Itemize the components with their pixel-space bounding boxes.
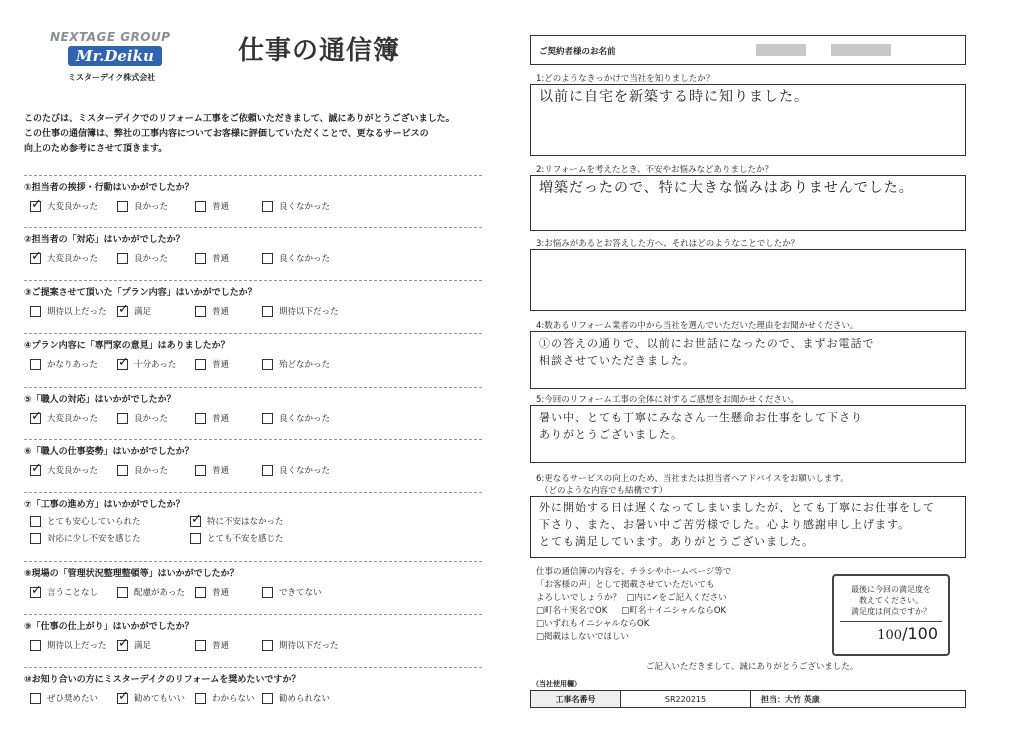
answer-option[interactable] xyxy=(262,305,339,317)
group-logo: NEXTAGE GROUP xyxy=(50,30,171,44)
question-title: ⑥「職人の仕事姿勢」はいかがでしたか？ xyxy=(24,447,194,457)
q6-answer: 下さり、また、お暑い中ご苦労様でした。心より感謝申し上げます。 xyxy=(539,518,911,531)
option-label: とても安心していられた xyxy=(47,517,141,527)
option-label: 配慮があった xyxy=(134,588,185,598)
redacted-name xyxy=(756,44,806,56)
checkbox-icon[interactable] xyxy=(262,693,273,704)
checkbox-icon[interactable] xyxy=(262,359,273,370)
answer-option[interactable] xyxy=(30,515,141,527)
checkbox-icon[interactable] xyxy=(190,533,201,544)
option-label: 満足 xyxy=(134,641,152,651)
q5-title: 5:今回のリフォーム工事の全体に対するご感想をお聞かせください。 xyxy=(536,395,799,405)
checkbox-icon[interactable] xyxy=(30,640,41,651)
checkbox-icon[interactable] xyxy=(117,201,128,212)
checkbox-icon[interactable] xyxy=(117,413,128,424)
q3-answer-box xyxy=(530,249,966,311)
option-label: 期待以下だった xyxy=(279,641,339,651)
answer-option[interactable] xyxy=(195,252,229,264)
option-label: わからない xyxy=(212,694,255,704)
q4-answer: ①の答えの通りで、以前にお世話になったので、まずお電話で xyxy=(539,337,875,350)
divider xyxy=(24,614,482,615)
brand-logo: Mr.Deiku xyxy=(68,46,162,66)
checkbox-icon[interactable] xyxy=(262,201,273,212)
option-label: 期待以上だった xyxy=(47,641,107,651)
question-title: ④プラン内容に「専門家の意見」はありましたか？ xyxy=(24,341,230,351)
checkbox-checked-icon[interactable] xyxy=(30,413,41,424)
checkbox-icon[interactable] xyxy=(262,465,273,476)
q6-title: 6:更なるサービスの向上のため、当社または担当者へアドバイスをお願いします。 xyxy=(536,474,849,484)
redacted-name xyxy=(831,44,891,56)
answer-option[interactable] xyxy=(195,305,229,317)
divider xyxy=(24,561,482,562)
option-label: 大変良かった xyxy=(47,414,99,424)
answer-option[interactable] xyxy=(30,305,107,317)
option-label: 勧めてもいい xyxy=(134,694,186,704)
option-label: 普通 xyxy=(212,414,230,424)
checkbox-checked-icon[interactable] xyxy=(117,693,128,704)
answer-option[interactable] xyxy=(262,639,339,651)
answer-option[interactable] xyxy=(117,586,185,598)
q5-answer: ありがとうございました。 xyxy=(539,428,683,441)
answer-option[interactable] xyxy=(30,358,98,370)
work-number: SR220215 xyxy=(621,691,751,707)
option-label: 普通 xyxy=(212,588,230,598)
thanks-text: ご記入いただきまして、誠にありがとうございました。 xyxy=(646,662,859,672)
checkbox-checked-icon[interactable] xyxy=(117,359,128,370)
checkbox-icon[interactable] xyxy=(262,413,273,424)
q3-title: 3:お悩みがあるとお答えした方へ、それはどのようなことでしたか？ xyxy=(536,239,800,249)
answer-option[interactable] xyxy=(195,200,229,212)
option-label: 良かった xyxy=(134,466,169,476)
option-label: 大変良かった xyxy=(47,466,99,476)
answer-option[interactable] xyxy=(117,305,151,317)
checkbox-icon[interactable] xyxy=(195,693,206,704)
checkbox-icon[interactable] xyxy=(195,359,206,370)
q6-subtitle: （どのような内容でも結構です） xyxy=(540,486,668,496)
publish-option[interactable]: □町名＋イニシャルならOK xyxy=(621,606,727,616)
checkbox-checked-icon[interactable] xyxy=(190,516,201,527)
q2-title: 2:リフォームを考えたとき、不安やお悩みなどありましたか？ xyxy=(536,165,774,175)
q2-answer-box xyxy=(530,175,966,231)
divider xyxy=(24,492,482,493)
option-label: 良くなかった xyxy=(279,466,331,476)
checkbox-icon[interactable] xyxy=(117,587,128,598)
option-label: 良かった xyxy=(134,202,169,212)
answer-option[interactable] xyxy=(117,358,176,370)
q1-title: 1:どのようなきっかけで当社を知りましたか？ xyxy=(536,74,715,84)
answer-option[interactable] xyxy=(195,358,229,370)
answer-option[interactable] xyxy=(195,412,229,424)
answer-option[interactable] xyxy=(30,200,98,212)
checkbox-icon[interactable] xyxy=(195,201,206,212)
answer-option[interactable] xyxy=(30,412,98,424)
checkbox-icon[interactable] xyxy=(195,587,206,598)
divider xyxy=(24,667,482,668)
answer-option[interactable] xyxy=(30,532,141,544)
answer-option[interactable] xyxy=(195,692,255,704)
divider xyxy=(24,227,482,228)
option-label: 殆どなかった xyxy=(279,360,331,370)
option-label: 期待以下だった xyxy=(279,307,339,317)
checkbox-icon[interactable] xyxy=(195,306,206,317)
checkbox-icon[interactable] xyxy=(262,587,273,598)
question-title: ⑦「工事の進め方」はいかがでしたか？ xyxy=(24,500,185,510)
answer-option[interactable] xyxy=(262,412,330,424)
satisfaction-score: 100 xyxy=(877,628,903,643)
checkbox-checked-icon[interactable] xyxy=(30,465,41,476)
checkbox-icon[interactable] xyxy=(195,465,206,476)
question-title: ③ご提案させて頂いた「プラン内容」はいかがでしたか？ xyxy=(24,288,257,298)
option-label: とても不安を感じた xyxy=(207,534,284,544)
option-label: 対応に少し不安を感じた xyxy=(47,534,141,544)
checkbox-icon[interactable] xyxy=(117,253,128,264)
option-label: 良くなかった xyxy=(279,414,331,424)
option-label: 勧められない xyxy=(279,694,331,704)
option-label: 満足 xyxy=(134,307,152,317)
q4-title: 4:数あるリフォーム業者の中から当社を選んでいただいた理由をお聞かせください。 xyxy=(536,321,859,331)
checkbox-icon[interactable] xyxy=(30,516,41,527)
answer-option[interactable] xyxy=(30,586,98,598)
page-title: 仕事の通信簿 xyxy=(238,36,401,66)
customer-name-box: ご契約者様のお名前 xyxy=(530,35,966,65)
checkbox-icon[interactable] xyxy=(195,253,206,264)
option-label: 普通 xyxy=(212,641,230,651)
q5-answer-box xyxy=(530,405,966,463)
office-use-label: （当社使用欄） xyxy=(532,680,581,688)
q4-answer: 相談させていただきました。 xyxy=(539,354,695,367)
checkbox-checked-icon[interactable] xyxy=(30,253,41,264)
office-use-table: 工事名番号 SR220215 担当：大竹 英康 xyxy=(530,690,966,708)
q5-answer: 暑い中、とても丁寧にみなさん一生懸命お仕事をして下さり xyxy=(539,411,863,424)
answer-option[interactable] xyxy=(262,586,322,598)
question-title: ⑤「職人の対応」はいかがでしたか？ xyxy=(24,395,176,405)
answer-option[interactable] xyxy=(190,532,284,544)
option-label: 良くなかった xyxy=(279,202,331,212)
divider xyxy=(24,387,482,388)
option-label: できてない xyxy=(279,588,322,598)
question-title: ⑩お知り合いの方にミスターデイクのリフォームを奨めたいですか？ xyxy=(24,675,301,685)
company-name: ミスターデイク株式会社 xyxy=(68,73,156,82)
q2-answer: 増築だったので、特に大きな悩みはありませんでした。 xyxy=(539,180,914,196)
q4-answer-box xyxy=(530,331,966,389)
publish-option[interactable]: □町名＋実名でOK xyxy=(536,606,608,616)
q6-answer-box xyxy=(530,496,966,558)
checkbox-icon[interactable] xyxy=(30,359,41,370)
checkbox-icon[interactable] xyxy=(117,465,128,476)
option-label: 十分あった xyxy=(134,360,177,370)
answer-option[interactable] xyxy=(30,252,98,264)
q6-answer: とても満足しています。ありがとうございました。 xyxy=(539,535,815,548)
publish-option[interactable]: □掲載はしないでほしい xyxy=(536,632,630,642)
checkbox-icon[interactable] xyxy=(30,306,41,317)
option-label: 大変良かった xyxy=(47,202,99,212)
checkbox-icon[interactable] xyxy=(262,306,273,317)
answer-option[interactable] xyxy=(117,692,185,704)
option-label: ぜひ奨めたい xyxy=(47,694,99,704)
satisfaction-box: 最後に今回の満足度を 教えてください。 満足度は何点ですか？ 100/100 xyxy=(832,574,950,656)
answer-option[interactable] xyxy=(117,252,168,264)
option-label: 良くなかった xyxy=(279,254,331,264)
q1-answer-box xyxy=(530,84,966,156)
checkbox-icon[interactable] xyxy=(195,640,206,651)
question-title: ⑧現場の「管理状況整理整頓等」はいかがでしたか？ xyxy=(24,569,239,579)
checkbox-checked-icon[interactable] xyxy=(30,201,41,212)
option-label: 大変良かった xyxy=(47,254,99,264)
answer-option[interactable] xyxy=(190,515,284,527)
question-title: ⑨「仕事の仕上がり」はいかがでしたか？ xyxy=(24,622,194,632)
answer-option[interactable] xyxy=(30,692,98,704)
divider xyxy=(24,439,482,440)
option-label: 良かった xyxy=(134,414,169,424)
checkbox-icon[interactable] xyxy=(262,253,273,264)
answer-option[interactable] xyxy=(30,464,98,476)
option-label: 特に不安はなかった xyxy=(207,517,284,527)
answer-option[interactable] xyxy=(195,464,229,476)
checkbox-checked-icon[interactable] xyxy=(30,587,41,598)
question-title: ①担当者の挨拶・行動はいかがでしたか？ xyxy=(24,183,194,193)
answer-option[interactable] xyxy=(262,358,330,370)
option-label: 普通 xyxy=(212,466,230,476)
checkbox-icon[interactable] xyxy=(262,640,273,651)
answer-option[interactable] xyxy=(117,464,168,476)
divider xyxy=(24,280,482,281)
q1-answer: 以前に自宅を新築する時に知りました。 xyxy=(539,89,809,105)
question-title: ②担当者の「対応」はいかがでしたか？ xyxy=(24,235,185,245)
publish-option[interactable]: □いずれもイニシャルならOK xyxy=(536,619,650,629)
person-in-charge: 担当：大竹 英康 xyxy=(761,694,820,704)
option-label: 普通 xyxy=(212,360,230,370)
option-label: かなりあった xyxy=(47,360,98,370)
answer-option[interactable] xyxy=(117,639,151,651)
answer-option[interactable] xyxy=(195,586,229,598)
q6-answer: 外に開始する日は遅くなってしまいましたが、とても丁寧にお仕事をして xyxy=(539,501,935,514)
answer-option[interactable] xyxy=(30,639,107,651)
publish-consent: 仕事の通信簿の内容を、チラシやホームページ等で 「お客様の声」として掲載させていただいても よろしいでしょうか？ □内に✓をご記入ください □町名＋実名でOK □町名＋イニシャルならOK □いずれもイニシャルならOK □掲載はしないでほしい xyxy=(536,566,826,644)
option-label: 良かった xyxy=(134,254,169,264)
answer-option[interactable] xyxy=(195,639,229,651)
option-label: 普通 xyxy=(212,202,230,212)
checkbox-checked-icon[interactable] xyxy=(117,640,128,651)
divider xyxy=(24,333,482,334)
intro-text: このたびは、ミスターデイクでのリフォーム工事をご依頼いただきまして、誠にありがとうございました。 この仕事の通信簿は、弊社の工事内容についてお客様に評価していただくことで、更なるサービスの 向上のため参考にさせて頂きます。 xyxy=(24,114,455,154)
option-label: 期待以上だった xyxy=(47,307,107,317)
answer-option[interactable] xyxy=(262,464,330,476)
option-label: 言うことなし xyxy=(47,588,99,598)
answer-option[interactable] xyxy=(262,200,330,212)
option-label: 普通 xyxy=(212,307,230,317)
checkbox-icon[interactable] xyxy=(30,693,41,704)
checkbox-icon[interactable] xyxy=(30,533,41,544)
answer-option[interactable] xyxy=(117,200,168,212)
option-label: 普通 xyxy=(212,254,230,264)
answer-option[interactable] xyxy=(262,252,330,264)
answer-option[interactable] xyxy=(262,692,330,704)
checkbox-icon[interactable] xyxy=(195,413,206,424)
answer-option[interactable] xyxy=(117,412,168,424)
divider xyxy=(24,175,482,176)
checkbox-checked-icon[interactable] xyxy=(117,306,128,317)
